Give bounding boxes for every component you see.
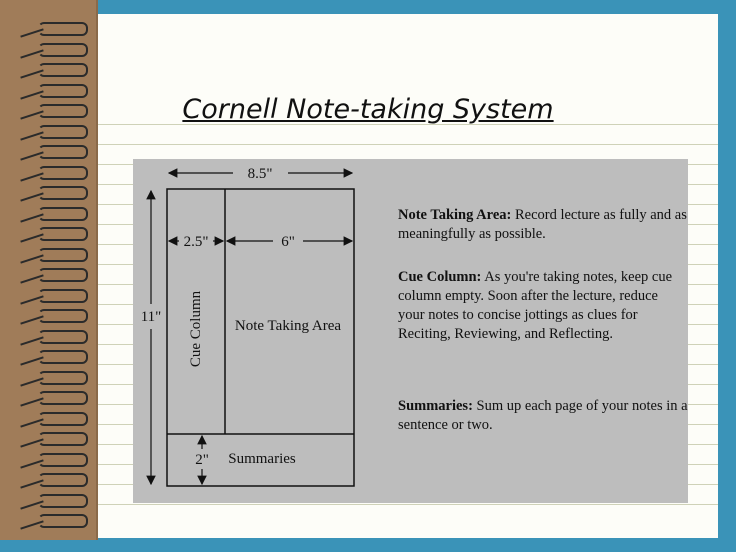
spiral-ring [38, 350, 88, 364]
page-title: Cornell Note-taking System [182, 94, 554, 125]
cue-column-text: As you're taking notes, keep cue column empty. Soon after the lecture, reduce your notes to concise jottings as clues for Reciting, Reviewing, and Reflecting. [398, 269, 673, 342]
cue-column-description [398, 268, 688, 344]
spiral-ring [38, 43, 88, 57]
spiral-ring [38, 145, 88, 159]
spiral-ring [38, 432, 88, 446]
summaries-label: Summaries [228, 451, 296, 467]
spiral-ring [38, 453, 88, 467]
summaries-heading: Summaries: [398, 398, 473, 414]
height-label: 11" [140, 309, 162, 325]
spiral-ring [38, 309, 88, 323]
cue-column-heading: Cue Column: [398, 269, 482, 285]
spiral-ring [38, 268, 88, 282]
spiral-ring [38, 473, 88, 487]
spiral-ring [38, 125, 88, 139]
note-area-heading: Note Taking Area: [398, 207, 512, 223]
note-area-label: Note Taking Area [234, 318, 342, 334]
spiral-ring [38, 514, 88, 528]
spiral-ring [38, 494, 88, 508]
spiral-ring [38, 227, 88, 241]
spiral-ring [38, 289, 88, 303]
spiral-ring [38, 186, 88, 200]
width-label: 8.5" [247, 166, 273, 182]
spiral-ring [38, 371, 88, 385]
ruled-line [80, 144, 718, 145]
spiral-ring [38, 166, 88, 180]
spiral-ring [38, 63, 88, 77]
summaries-description [398, 397, 688, 435]
binding-edge [96, 0, 98, 540]
spiral-ring [38, 22, 88, 36]
spiral-ring [38, 412, 88, 426]
spiral-ring [38, 391, 88, 405]
cue-width-label: 2.5" [183, 234, 209, 250]
spiral-ring [38, 330, 88, 344]
spiral-ring [38, 248, 88, 262]
summary-height-label: 2" [195, 452, 209, 468]
note-area-text: Record lecture as fully and as meaningfully as possible. [398, 207, 687, 242]
summaries-text: Sum up each page of your notes in a sentence or two. [398, 398, 688, 433]
cue-column-label: Cue Column [188, 290, 204, 368]
ruled-line [80, 504, 718, 505]
spiral-ring [38, 207, 88, 221]
notes-width-label: 6" [281, 234, 295, 250]
note-area-description [398, 206, 688, 244]
